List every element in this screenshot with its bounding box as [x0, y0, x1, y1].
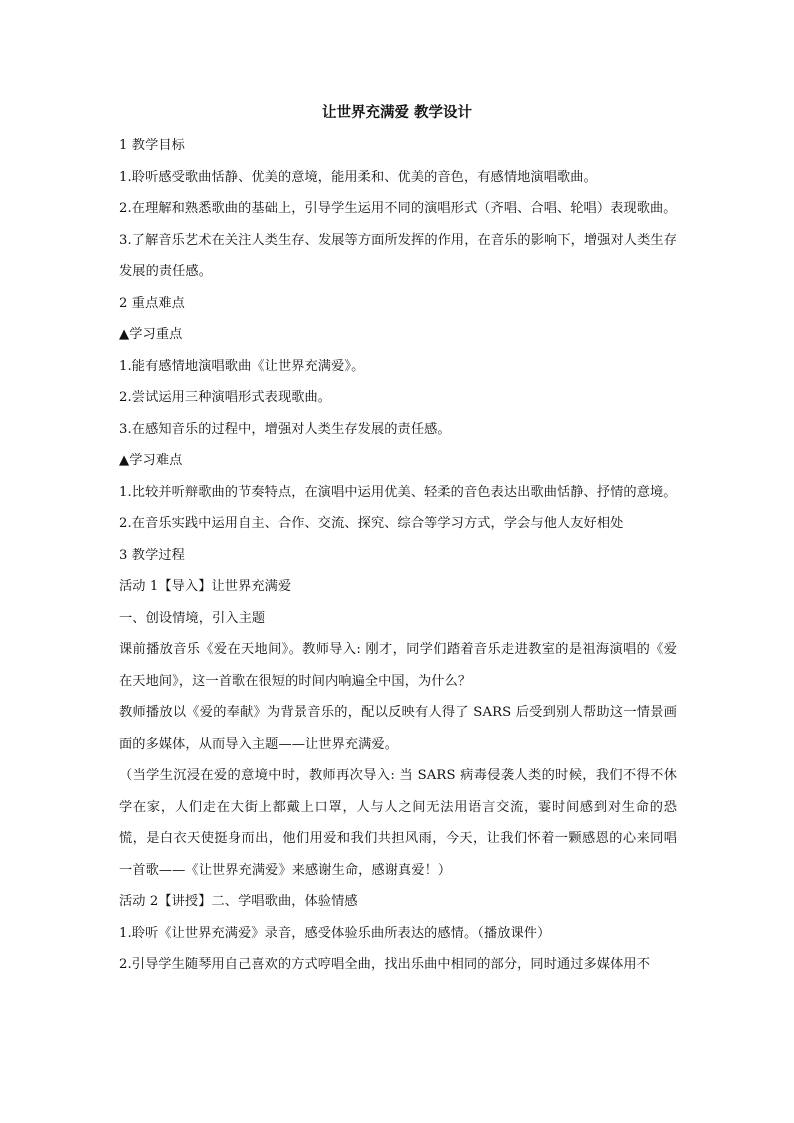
document-title: 让世界充满爱 教学设计 [321, 105, 473, 121]
paragraph: 2.尝试运用三种演唱形式表现歌曲。 [119, 390, 332, 405]
paragraph: 2.在音乐实践中运用自主、合作、交流、探究、综合等学习方式，学会与他人友好相处 [119, 516, 624, 531]
heading-objectives: 1 教学目标 [119, 138, 185, 153]
paragraph: 教师播放以《爱的奉献》为背景音乐的，配以反映有人得了 SARS 后受到别人帮助这一情景画面的多媒体，从而导入主题——让世界充满爱。 [119, 705, 677, 752]
paragraph: （当学生沉浸在爱的意境中时，教师再次导入: 当 SARS 病毒侵袭人类的时候，我们不得不休学在家，人们走在大街上都戴上口罩，人与人之间无法用语言交流，霎时间感到对生命的恐慌，是白衣天使挺身而出，他们用爱和我们共担风雨，今天，让我们怀着一颗感恩的心来同唱一首歌——《让世界充满爱》来感谢生命，感谢真爱！） [119, 768, 677, 878]
paragraph: 3.了解音乐艺术在关注人类生存、发展等方面所发挥的作用，在音乐的影响下，增强对人类生存发展的责任感。 [119, 232, 677, 279]
section-heading: 一、创设情境，引入主题 [119, 610, 266, 626]
paragraph: 1.比较并听辩歌曲的节奏特点，在演唱中运用优美、轻柔的音色表达出歌曲恬静、抒情的意境。 [119, 484, 677, 500]
paragraph: 2.引导学生随琴用自己喜欢的方式哼唱全曲，找出乐曲中相同的部分，同时通过多媒体用不 [119, 957, 650, 972]
subheading-focus: ▲学习重点 [119, 327, 183, 342]
subheading-difficulty: ▲学习难点 [119, 453, 183, 468]
activity-heading: 活动 1【导入】让世界充满爱 [119, 579, 292, 594]
paragraph: 1.聆听感受歌曲恬静、优美的意境，能用柔和、优美的音色，有感情地演唱歌曲。 [119, 169, 597, 185]
document-body [119, 130, 677, 981]
paragraph: 1.聆听《让世界充满爱》录音，感受体验乐曲所表达的感情。（播放课件） [119, 925, 551, 941]
paragraph: 2.在理解和熟悉歌曲的基础上，引导学生运用不同的演唱形式（齐唱、合唱、轮唱）表现歌曲。 [119, 201, 677, 216]
paragraph: 1.能有感情地演唱歌曲《让世界充满爱》。 [119, 358, 365, 374]
heading-process: 3 教学过程 [119, 547, 185, 563]
heading-key-points: 2 重点难点 [119, 295, 185, 311]
paragraph: 课前播放音乐《爱在天地间》。教师导入: 刚才，同学们踏着音乐走进教室的是祖海演唱的《爱在天地间》，这一首歌在很短的时间内响遍全中国，为什么？ [119, 642, 677, 689]
activity-heading: 活动 2【讲授】二、学唱歌曲，体验情感 [119, 894, 358, 909]
paragraph: 3.在感知音乐的过程中，增强对人类生存发展的责任感。 [119, 421, 451, 437]
